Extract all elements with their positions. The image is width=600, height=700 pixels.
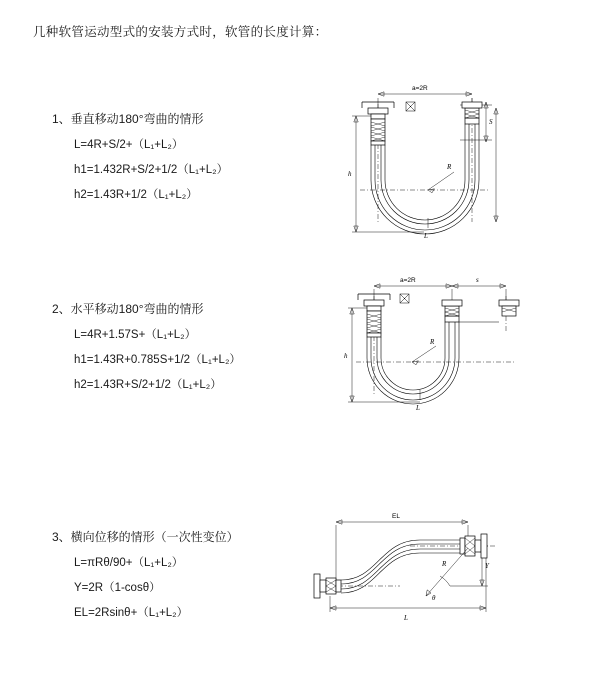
section-2-formula-3: h2=1.43R+S/2+1/2（L₁+L₂） (74, 379, 222, 391)
svg-text:a=2R: a=2R (400, 277, 416, 284)
svg-text:R: R (447, 163, 452, 171)
section-2-title: 2、水平移动180°弯曲的情形 (52, 302, 204, 316)
svg-text:h: h (344, 352, 348, 360)
section-1-figure (300, 72, 600, 272)
section-1-formula-3: h2=1.43R+1/2（L₁+L₂） (74, 189, 198, 201)
lateral-offset-diagram (300, 500, 600, 650)
section-1-formula-1: L=4R+S/2+（L₁+L₂） (74, 139, 184, 151)
svg-text:S: S (489, 118, 493, 126)
svg-text:Y: Y (485, 562, 489, 570)
svg-text:s: s (476, 276, 479, 284)
section-1-title: 1、垂直移动180°弯曲的情形 (52, 112, 204, 126)
section-3-formula-1: L=πRθ/90+（L₁+L₂） (74, 557, 184, 569)
svg-text:θ: θ (432, 594, 436, 602)
svg-text:L: L (404, 614, 408, 622)
section-1-formula-2: h1=1.432R+S/2+1/2（L₁+L₂） (74, 164, 229, 176)
section-3-figure (300, 500, 600, 700)
section-2-text (52, 300, 302, 401)
svg-text:h: h (348, 170, 352, 178)
section-3-formula-2: Y=2R（1-cosθ） (74, 582, 161, 594)
section-1-text (52, 110, 302, 211)
svg-text:R: R (442, 560, 447, 568)
section-2-formula-1: L=4R+1.57S+（L₁+L₂） (74, 329, 197, 341)
section-2-figure (300, 262, 600, 462)
page-intro: 几种软管运动型式的安装方式时，软管的长度计算： (33, 25, 328, 39)
section-3-title: 3、横向位移的情形（一次性变位） (52, 530, 239, 544)
section-3-text (52, 528, 302, 629)
svg-text:a=2R: a=2R (412, 85, 428, 92)
svg-text:L: L (416, 404, 420, 412)
svg-text:R: R (430, 338, 435, 346)
svg-text:EL: EL (392, 513, 400, 520)
svg-text:L: L (424, 232, 428, 240)
horizontal-180-bend-diagram (300, 262, 600, 462)
section-3-formula-3: EL=2Rsinθ+（L₁+L₂） (74, 607, 189, 619)
vertical-180-bend-diagram (300, 72, 600, 272)
section-2-formula-2: h1=1.43R+0.785S+1/2（L₁+L₂） (74, 354, 241, 366)
